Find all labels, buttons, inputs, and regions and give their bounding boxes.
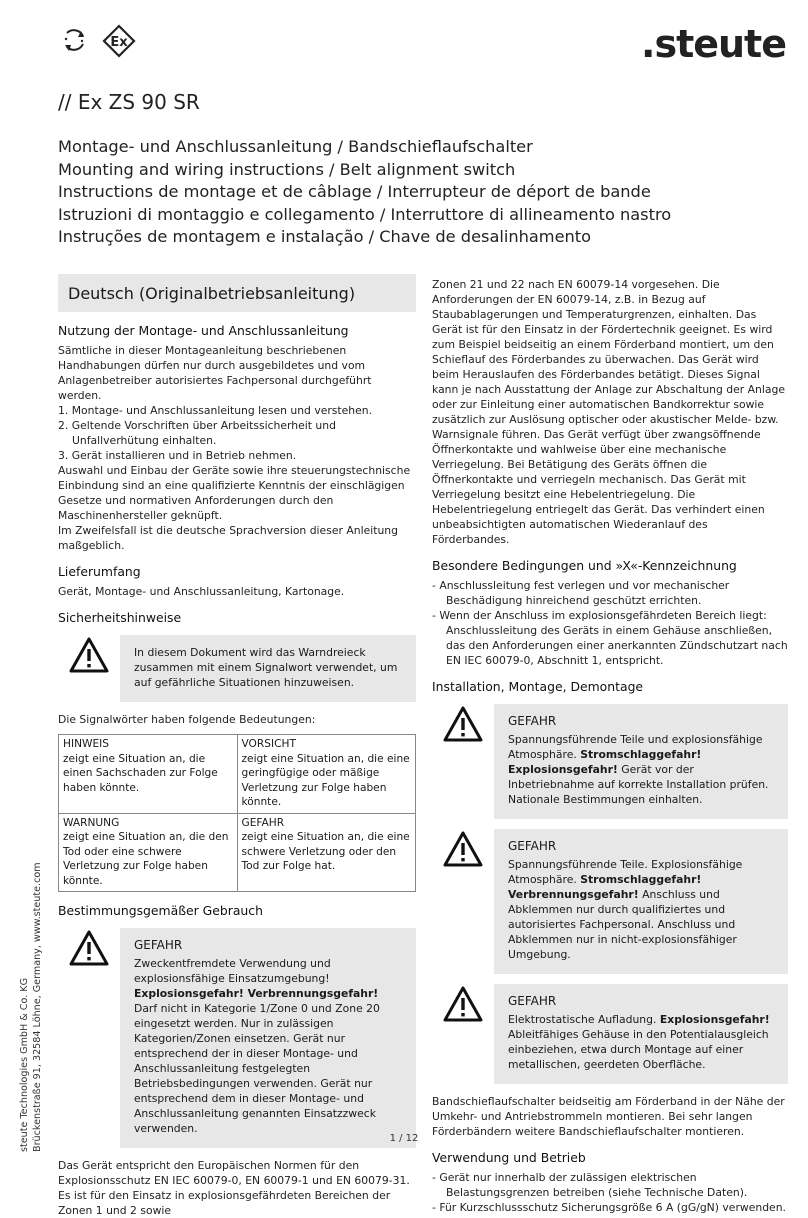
section-heading: Nutzung der Montage- und Anschlussanleitung bbox=[58, 323, 349, 338]
notice-box bbox=[58, 635, 416, 702]
company-address: steute Technologies GmbH & Co. KG Brückenstraße 91, 32584 Löhne, Germany, www.steute.com bbox=[19, 862, 43, 1152]
danger-box bbox=[432, 984, 788, 1084]
paragraph: Bandschieflaufschalter beidseitig am Förderband in der Nähe der Umkehr- und Antriebstrommeln montieren. Bei sehr langen Förderbändern weitere Bandschieflaufschalter montieren. bbox=[432, 1095, 785, 1138]
list-item: 3. Gerät installieren und in Betrieb nehmen. bbox=[58, 449, 297, 462]
danger-box bbox=[432, 704, 788, 819]
ex-icon bbox=[102, 24, 134, 58]
title-pt: Instruções de montagem e instalação / Chave de desalinhamento bbox=[58, 227, 592, 246]
list-item: 1. Montage- und Anschlussanleitung lesen und verstehen. bbox=[58, 404, 373, 417]
paragraph: Zonen 21 und 22 nach EN 60079-14 vorgesehen. Die Anforderungen der EN 60079-14, z.B. in Bezug auf Staubablagerungen und Temperaturgrenzen, einhalten. Das Gerät ist für den Einsatz in der Fördertechnik geeignet. Es wird zum Beispiel beidseitig an einem Förderband montiert, um den Schieflauf des Förderbandes zu überwachen. Das Gerät wird beim Herauslaufen des Förderbandes betätigt. Dieses Signal kann je nach Ausstattung der Anlage zur Abschaltung der Anlage oder zur Einleitung einer automatischen Bandkorrektur sowie zusätzlich zur Auslösung optischer oder akustischer Melde- bzw. Warnsignale führen. Das Gerät verfügt über zwangsöffnende Öffnerkontakte und wahlweise über eine mechanische Verriegelung. Bei Betätigung des Geräts öffnen die Öffnerkontakte und verriegeln mechanisch. Das Gerät mit Verriegelung besitzt eine Hebelentriegelung. Die Hebelentriegelung entriegelt das Gerät. Das verhindert einen unbeabsichtigten automatischen Wiederanlauf des Förderbandes. bbox=[432, 278, 786, 546]
danger-text: GEFAHR Zweckentfremdete Verwendung und explosionsfähige Einsatzumgebung! Explosionsgefahr! Verbrennungsgefahr! Darf nicht in Kategorie 1/Zone 0 und Zone 20 eingesetzt werden. Nur in zulässigen Kategorien/Zonen einsetzen. Gerät nur entsprechend der in dieser Montage- und Anschlussanleitung festgelegten Betriebsbedingungen verwenden. Gerät nur entsprechend dem in dieser Montage- und Anschlussanleitung genannten Einsatzzweck verwenden. bbox=[120, 928, 416, 1148]
warning-icon bbox=[443, 706, 483, 742]
table-row bbox=[59, 735, 416, 814]
signal-word-table bbox=[58, 734, 416, 892]
title-it: Istruzioni di montaggio e collegamento / Interruttore di allineamento nastro bbox=[58, 204, 672, 224]
danger-box bbox=[432, 829, 788, 974]
list-item: - Anschlussleitung fest verlegen und vor mechanischer Beschädigung hinreichend geschützt errichten. bbox=[432, 579, 730, 607]
paragraph: Im Zweifelsfall ist die deutsche Sprachversion dieser Anleitung maßgeblich. bbox=[58, 524, 398, 552]
title-fr: Instructions de montage et de câblage / Interrupteur de déport de bande bbox=[58, 182, 651, 201]
paragraph: Das Gerät entspricht den Europäischen Normen für den Explosionsschutz EN IEC 60079-0, EN 60079-1 und EN 60079-31. Es ist für den Einsatz in explosionsgefährdeten Bereichen der Zonen 1 und 2 sowie bbox=[58, 1159, 410, 1217]
section-heading: Verwendung und Betrieb bbox=[432, 1150, 586, 1165]
language-heading: Deutsch (Originalbetriebsanleitung) bbox=[58, 274, 416, 312]
left-column bbox=[58, 274, 416, 1218]
list-item: 2. Geltende Vorschriften über Arbeitssicherheit und Unfallverhütung einhalten. bbox=[58, 419, 336, 447]
svg-text:Ex: Ex bbox=[110, 35, 128, 50]
table-cell: VORSICHT zeigt eine Situation an, die eine geringfügige oder mäßige Verletzung zur Folge haben könnte. bbox=[237, 735, 416, 814]
paragraph: Gerät, Montage- und Anschlussanleitung, Kartonage. bbox=[58, 585, 345, 598]
table-row bbox=[59, 813, 416, 892]
section-heading: Installation, Montage, Demontage bbox=[432, 679, 644, 694]
section-heading: Sicherheitshinweise bbox=[58, 610, 182, 625]
danger-text: GEFAHR Elektrostatische Aufladung. Explosionsgefahr! Ableitfähiges Gehäuse in den Potentialausgleich einbeziehen, etwa durch Montage auf einer metallischen, geerdeten Oberfläche. bbox=[494, 984, 788, 1084]
danger-label: GEFAHR bbox=[508, 839, 557, 853]
section-heading: Bestimmungsgemäßer Gebrauch bbox=[58, 903, 263, 918]
right-column bbox=[432, 277, 788, 1215]
danger-label: GEFAHR bbox=[508, 994, 557, 1008]
danger-label: GEFAHR bbox=[134, 938, 183, 952]
paragraph: Auswahl und Einbau der Geräte sowie ihre steuerungstechnische Einbindung sind an eine qualifizierte Kenntnis der einschlägigen Gesetze und normativen Anforderungen durch den Maschinenhersteller geknüpft. bbox=[58, 464, 411, 522]
table-cell: GEFAHR zeigt eine Situation an, die eine schwere Verletzung oder den Tod zur Folge hat. bbox=[237, 813, 416, 892]
list-item: - Für Kurzschlussschutz Sicherungsgröße 6 A (gG/gN) verwenden. bbox=[432, 1201, 786, 1214]
warning-icon bbox=[443, 986, 483, 1022]
notice-text: In diesem Dokument wird das Warndreieck zusammen mit einem Signalwort verwendet, um auf gefährliche Situationen hinzuweisen. bbox=[120, 635, 416, 702]
page-number: 1 / 12 bbox=[389, 1133, 419, 1144]
paragraph: Die Signalwörter haben folgende Bedeutungen: bbox=[58, 713, 316, 726]
table-cell: HINWEIS zeigt eine Situation an, die einen Sachschaden zur Folge haben könnte. bbox=[59, 735, 238, 814]
table-cell: WARNUNG zeigt eine Situation an, die den Tod oder eine schwere Verletzung zur Folge haben könnte. bbox=[59, 813, 238, 892]
warning-icon bbox=[69, 930, 109, 966]
list-item: - Wenn der Anschluss im explosionsgefährdeten Bereich liegt: Anschlussleitung des Geräts in einem Gehäuse anschließen, das den Anforderungen einer anerkannten Zündschutzart nach EN IEC 60079-0, Abschnitt 1, entspricht. bbox=[432, 609, 788, 667]
danger-text: GEFAHR Spannungsführende Teile. Explosionsfähige Atmosphäre. Stromschlaggefahr! Verbrennungsgefahr! Anschluss und Abklemmen nur durch qualifiziertes und autorisiertes Fachpersonal. Anschluss und Abklemmen nur in nicht-explosionsfähiger Umgebung. bbox=[494, 829, 788, 974]
warning-icon bbox=[443, 831, 483, 867]
section-heading: Besondere Bedingungen und »X«-Kennzeichnung bbox=[432, 558, 737, 573]
brand-logo: .steute bbox=[641, 22, 786, 66]
danger-text: GEFAHR Spannungsführende Teile und explosionsfähige Atmosphäre. Stromschlaggefahr! Explosionsgefahr! Gerät vor der Inbetriebnahme auf korrekte Installation prüfen. Nationale Bestimmungen einhalten. bbox=[494, 704, 788, 819]
section-heading: Lieferumfang bbox=[58, 564, 141, 579]
paragraph: Sämtliche in dieser Montageanleitung beschriebenen Handhabungen dürfen nur durch ausgebildetes und vom Anlagenbetreiber autorisiertes Fachpersonal durchgeführt werden. bbox=[58, 344, 372, 402]
title-en: Mounting and wiring instructions / Belt alignment switch bbox=[58, 159, 516, 179]
recycle-icon bbox=[58, 24, 90, 58]
header-icons bbox=[58, 24, 134, 58]
danger-box bbox=[58, 928, 416, 1148]
product-title: // Ex ZS 90 SR bbox=[58, 90, 200, 114]
title-de: Montage- und Anschlussanleitung / Bandschieflaufschalter bbox=[58, 137, 533, 156]
list-item: - Gerät nur innerhalb der zulässigen elektrischen Belastungsgrenzen betreiben (siehe Technische Daten). bbox=[432, 1171, 748, 1199]
warning-icon bbox=[69, 637, 109, 673]
danger-label: GEFAHR bbox=[508, 714, 557, 728]
document-titles bbox=[58, 136, 778, 249]
